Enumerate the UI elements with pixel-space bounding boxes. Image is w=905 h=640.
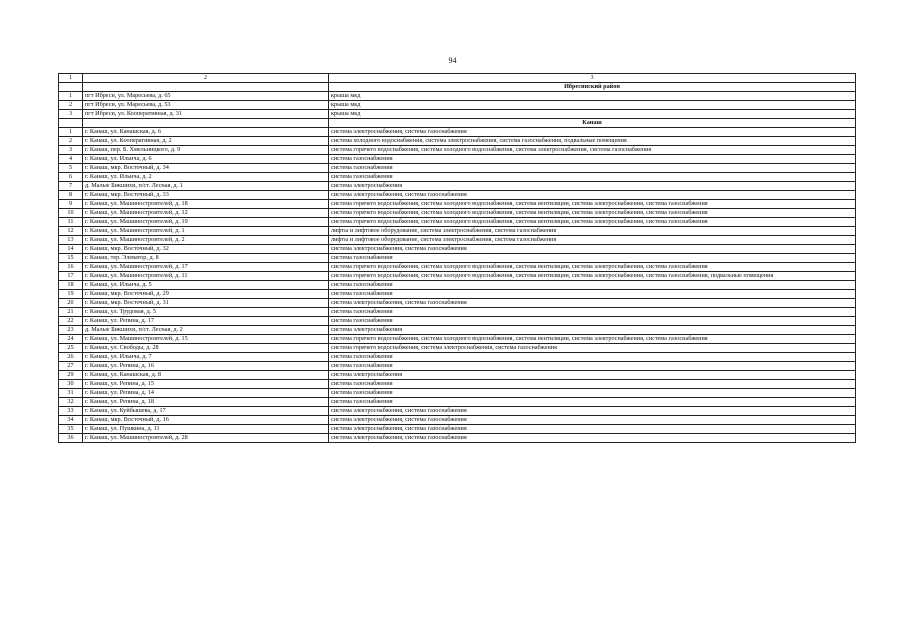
row-address: г. Канаш, ул. Машиностроителей, д. 2 (83, 236, 329, 245)
row-works: система горячего водоснабжения, система холодного водоснабжения, система вентиляции, система электроснабжения, система газоснабжения (329, 200, 856, 209)
row-address: г. Канаш, ул. Ильича, д. 7 (83, 353, 329, 362)
table-row (59, 254, 856, 263)
row-works: система горячего водоснабжения, система холодного водоснабжения, система электроснабжения, система газоснабжения (329, 146, 856, 155)
table-row (59, 200, 856, 209)
row-address: г. Канаш, ул. Репина, д. 17 (83, 317, 329, 326)
row-address: г. Канаш, ул. Ильича, д. 5 (83, 281, 329, 290)
row-address: г. Канаш, пер. Б. Хмельницкого, д. 9 (83, 146, 329, 155)
row-number: 13 (59, 236, 83, 245)
row-address: г. Канаш, мкр. Восточный, д. 16 (83, 416, 329, 425)
row-number: 24 (59, 335, 83, 344)
row-number: 1 (59, 92, 83, 101)
row-works: система электроснабжения, система газоснабжения (329, 299, 856, 308)
row-address: г. Канаш, ул. Репина, д. 16 (83, 362, 329, 371)
section-title: Канаш (329, 119, 856, 128)
row-works: система горячего водоснабжения, система электроснабжения, система газоснабжения (329, 344, 856, 353)
table-row (59, 101, 856, 110)
table-body (59, 74, 856, 443)
row-address: г. Канаш, ул. Репина, д. 14 (83, 389, 329, 398)
row-address: г. Канаш, мкр. Восточный, д. 31 (83, 299, 329, 308)
row-works: система электроснабжения, система газоснабжения (329, 191, 856, 200)
row-works: система горячего водоснабжения, система холодного водоснабжения, система вентиляции, система электроснабжения, система газоснабжения (329, 218, 856, 227)
table-row (59, 398, 856, 407)
table-row (59, 245, 856, 254)
row-address: пгт Ибреси, ул. Кооперативная, д. 31 (83, 110, 329, 119)
row-works: крыша мкд (329, 92, 856, 101)
section-spacer (59, 83, 83, 92)
row-works: система горячего водоснабжения, система холодного водоснабжения, система вентиляции, система электроснабжения, система газоснабжения (329, 335, 856, 344)
row-number: 11 (59, 218, 83, 227)
table-row (59, 299, 856, 308)
row-address: г. Канаш, ул. Куйбышева, д. 17 (83, 407, 329, 416)
row-works: система газоснабжения (329, 173, 856, 182)
row-works: система газоснабжения (329, 353, 856, 362)
table-row (59, 425, 856, 434)
row-number: 17 (59, 272, 83, 281)
table-row (59, 281, 856, 290)
section-spacer (83, 119, 329, 128)
row-address: г. Канаш, ул. Свободы, д. 28 (83, 344, 329, 353)
row-address: г. Канаш, ул. Машиностроителей, д. 28 (83, 434, 329, 443)
row-address: д. Малые Бикшихи, п/ст. Лесная, д. 1 (83, 182, 329, 191)
row-works: система горячего водоснабжения, система холодного водоснабжения, система вентиляции, система электроснабжения, система газоснабжения, подвальные помещения (329, 272, 856, 281)
row-works: система электроснабжения, система газоснабжения (329, 128, 856, 137)
row-works: система газоснабжения (329, 164, 856, 173)
row-address: г. Канаш, ул. Кооперативная, д. 2 (83, 137, 329, 146)
row-address: г. Канаш, мкр. Восточный, д. 32 (83, 245, 329, 254)
row-works: лифты и лифтовое оборудование, система электроснабжения, система газоснабжения (329, 236, 856, 245)
row-number: 4 (59, 155, 83, 164)
row-works: крыша мкд (329, 110, 856, 119)
row-number: 5 (59, 164, 83, 173)
row-number: 15 (59, 254, 83, 263)
row-address: г. Канаш, ул. Машиностроителей, д. 12 (83, 209, 329, 218)
row-works: система электроснабжения, система газоснабжения (329, 245, 856, 254)
table-row (59, 155, 856, 164)
table-row (59, 263, 856, 272)
row-works: система горячего водоснабжения, система холодного водоснабжения, система вентиляции, система электроснабжения, система газоснабжения (329, 263, 856, 272)
row-works: система газоснабжения (329, 254, 856, 263)
row-address: г. Канаш, ул. Пушкина, д. 11 (83, 425, 329, 434)
row-address: пгт Ибреси, ул. Маресьева, д. 65 (83, 92, 329, 101)
table-row (59, 92, 856, 101)
table-row (59, 353, 856, 362)
row-number: 22 (59, 317, 83, 326)
row-address: пгт Ибреси, ул. Маресьева, д. 53 (83, 101, 329, 110)
row-number: 16 (59, 263, 83, 272)
table-row (59, 137, 856, 146)
row-works: система электроснабжения, система газоснабжения (329, 434, 856, 443)
row-address: г. Канаш, мкр. Восточный, д. 29 (83, 290, 329, 299)
table-row (59, 290, 856, 299)
row-address: г. Канаш, ул. Ильича, д. 6 (83, 155, 329, 164)
row-address: г. Канаш, ул. Машиностроителей, д. 11 (83, 272, 329, 281)
row-number: 18 (59, 281, 83, 290)
row-number: 35 (59, 425, 83, 434)
row-number: 23 (59, 326, 83, 335)
row-number: 32 (59, 398, 83, 407)
row-works: система газоснабжения (329, 155, 856, 164)
column-number: 3 (329, 74, 856, 83)
row-works: система газоснабжения (329, 308, 856, 317)
row-number: 26 (59, 353, 83, 362)
row-number: 2 (59, 101, 83, 110)
row-number: 34 (59, 416, 83, 425)
row-number: 10 (59, 209, 83, 218)
row-address: г. Канаш, ул. Канашская, д. 8 (83, 371, 329, 380)
row-address: д. Малые Бикшихи, п/ст. Лесная, д. 2 (83, 326, 329, 335)
table-row (59, 209, 856, 218)
section-title: Ибресинский район (329, 83, 856, 92)
row-works: система газоснабжения (329, 317, 856, 326)
table-row (59, 416, 856, 425)
row-address: г. Канаш, ул. Репина, д. 15 (83, 380, 329, 389)
row-address: г. Канаш, ул. Машиностроителей, д. 1 (83, 227, 329, 236)
row-number: 27 (59, 362, 83, 371)
table-row (59, 407, 856, 416)
table-row (59, 335, 856, 344)
row-works: система газоснабжения (329, 389, 856, 398)
table-row (59, 218, 856, 227)
row-number: 30 (59, 380, 83, 389)
row-address: г. Канаш, ул. Репина, д. 18 (83, 398, 329, 407)
row-works: система газоснабжения (329, 380, 856, 389)
table-row (59, 146, 856, 155)
column-number-row (59, 74, 856, 83)
row-works: крыша мкд (329, 101, 856, 110)
row-works: система электроснабжения, система газоснабжения (329, 407, 856, 416)
row-number: 14 (59, 245, 83, 254)
row-address: г. Канаш, ул. Машиностроителей, д. 18 (83, 200, 329, 209)
row-address: г. Канаш, ул. Ильича, д. 2 (83, 173, 329, 182)
row-address: г. Канаш, ул. Машиностроителей, д. 15 (83, 335, 329, 344)
table-row (59, 371, 856, 380)
row-number: 3 (59, 146, 83, 155)
row-address: г. Канаш, тер. Элеватор, д. 8 (83, 254, 329, 263)
row-address: г. Канаш, ул. Машиностроителей, д. 17 (83, 263, 329, 272)
table-row (59, 317, 856, 326)
row-number: 36 (59, 434, 83, 443)
table-row (59, 164, 856, 173)
row-address: г. Канаш, ул. Машиностроителей, д. 19 (83, 218, 329, 227)
row-works: система холодного водоснабжения, система электроснабжения, система газоснабжения, подвальные помещения (329, 137, 856, 146)
table-row (59, 308, 856, 317)
column-number: 2 (83, 74, 329, 83)
row-works: система газоснабжения (329, 398, 856, 407)
row-number: 25 (59, 344, 83, 353)
table-row (59, 128, 856, 137)
row-works: система электроснабжения (329, 326, 856, 335)
row-number: 21 (59, 308, 83, 317)
section-spacer (59, 119, 83, 128)
row-number: 20 (59, 299, 83, 308)
row-works: система электроснабжения, система газоснабжения (329, 425, 856, 434)
table-row (59, 173, 856, 182)
table-row (59, 434, 856, 443)
row-number: 7 (59, 182, 83, 191)
row-works: система электроснабжения, система газоснабжения (329, 416, 856, 425)
row-works: лифты и лифтовое оборудование, система электроснабжения, система газоснабжения (329, 227, 856, 236)
row-number: 19 (59, 290, 83, 299)
table-row (59, 227, 856, 236)
row-address: г. Канаш, ул. Трудовая, д. 5 (83, 308, 329, 317)
row-works: система газоснабжения (329, 362, 856, 371)
row-number: 29 (59, 371, 83, 380)
row-number: 2 (59, 137, 83, 146)
row-number: 3 (59, 110, 83, 119)
table-row (59, 362, 856, 371)
table-row (59, 182, 856, 191)
section-spacer (83, 83, 329, 92)
table-row (59, 380, 856, 389)
row-address: г. Канаш, ул. Канашская, д. 6 (83, 128, 329, 137)
works-table (58, 73, 856, 443)
row-number: 9 (59, 200, 83, 209)
column-number: 1 (59, 74, 83, 83)
row-number: 12 (59, 227, 83, 236)
row-works: система электроснабжения (329, 182, 856, 191)
row-address: г. Канаш, мкр. Восточный, д. 34 (83, 164, 329, 173)
row-number: 31 (59, 389, 83, 398)
table-row (59, 272, 856, 281)
table-row (59, 191, 856, 200)
row-works: система газоснабжения (329, 290, 856, 299)
section-header-row (59, 119, 856, 128)
page-number: 94 (448, 56, 457, 65)
table-row (59, 236, 856, 245)
row-works: система горячего водоснабжения, система холодного водоснабжения, система вентиляции, система электроснабжения, система газоснабжения (329, 209, 856, 218)
table-row (59, 326, 856, 335)
row-number: 6 (59, 173, 83, 182)
table-row (59, 344, 856, 353)
row-number: 1 (59, 128, 83, 137)
row-number: 8 (59, 191, 83, 200)
row-works: система газоснабжения (329, 281, 856, 290)
table-row (59, 389, 856, 398)
section-header-row (59, 83, 856, 92)
table-row (59, 110, 856, 119)
row-number: 33 (59, 407, 83, 416)
row-works: система электроснабжения (329, 371, 856, 380)
row-address: г. Канаш, мкр. Восточный, д. 33 (83, 191, 329, 200)
